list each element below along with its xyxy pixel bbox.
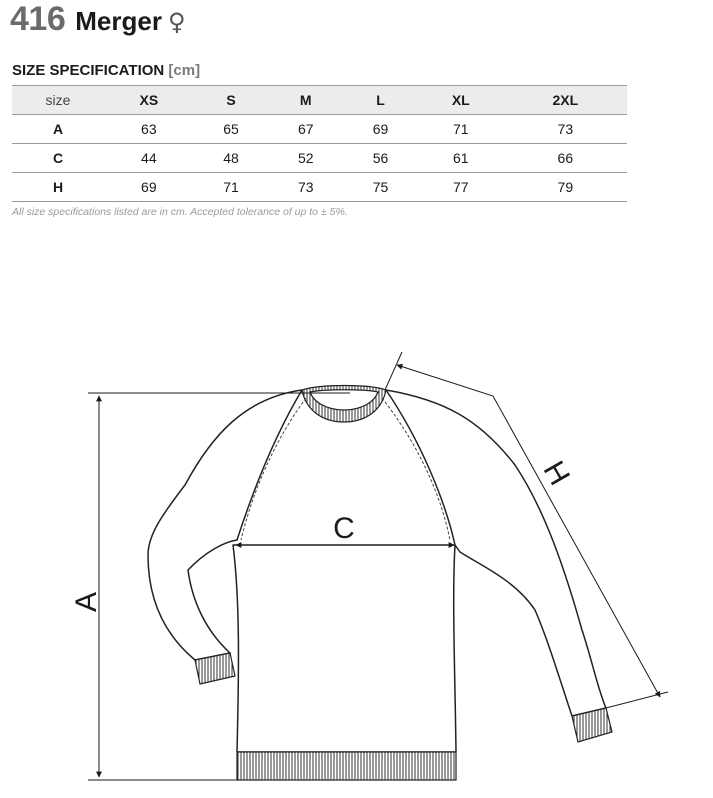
table-cell: 44: [141, 150, 157, 166]
table-cell: 69: [141, 179, 157, 195]
row-label: A: [52, 121, 64, 137]
column-header: S: [226, 92, 236, 108]
table-cell: 67: [297, 121, 314, 137]
dimension-label-h: H: [536, 455, 576, 491]
table-row: [12, 144, 627, 173]
size-table: [12, 85, 627, 202]
dimension-label-c: C: [333, 512, 355, 545]
size-spec-heading: [12, 62, 200, 79]
product-title: [10, 0, 186, 44]
table-cell: 66: [557, 150, 574, 166]
table-cell: 63: [141, 121, 157, 137]
row-label: H: [52, 179, 64, 195]
table-cell: 65: [223, 121, 239, 137]
sweatshirt-outline: [148, 390, 606, 752]
sleeve-guide-top: [385, 352, 402, 390]
size-table-header: [12, 86, 627, 115]
shirt-body: [233, 545, 456, 752]
table-cell: 73: [557, 121, 574, 137]
column-header: size: [45, 92, 71, 108]
table-row: [12, 115, 627, 144]
sweatshirt-diagram: [0, 340, 713, 790]
product-name: Merger: [75, 6, 162, 36]
table-cell: 75: [372, 179, 389, 195]
column-header: L: [376, 92, 385, 108]
table-cell: 73: [297, 179, 314, 195]
column-header: XS: [139, 92, 159, 108]
product-code: 416: [10, 0, 66, 38]
table-cell: 79: [557, 179, 574, 195]
table-cell: 52: [297, 150, 314, 166]
table-cell: 77: [452, 179, 469, 195]
dimension-label-a: A: [70, 591, 103, 613]
table-cell: 61: [452, 150, 469, 166]
table-cell: 71: [223, 179, 239, 195]
bottom-hem: [237, 752, 456, 780]
table-cell: 69: [372, 121, 389, 137]
table-cell: 48: [223, 150, 239, 166]
table-row: [12, 173, 627, 202]
size-spec-title: SIZE SPECIFICATION: [12, 62, 165, 79]
female-icon: ♀: [167, 8, 186, 36]
row-label: C: [52, 150, 64, 166]
column-header: XL: [451, 92, 470, 108]
column-header: M: [299, 92, 312, 108]
tolerance-note: All size specifications listed are in cm. Accepted tolerance of up to ± 5%.: [12, 206, 348, 218]
table-cell: 71: [452, 121, 469, 137]
size-spec-unit: [cm]: [168, 62, 201, 79]
column-header: 2XL: [552, 92, 579, 108]
table-cell: 56: [372, 150, 389, 166]
